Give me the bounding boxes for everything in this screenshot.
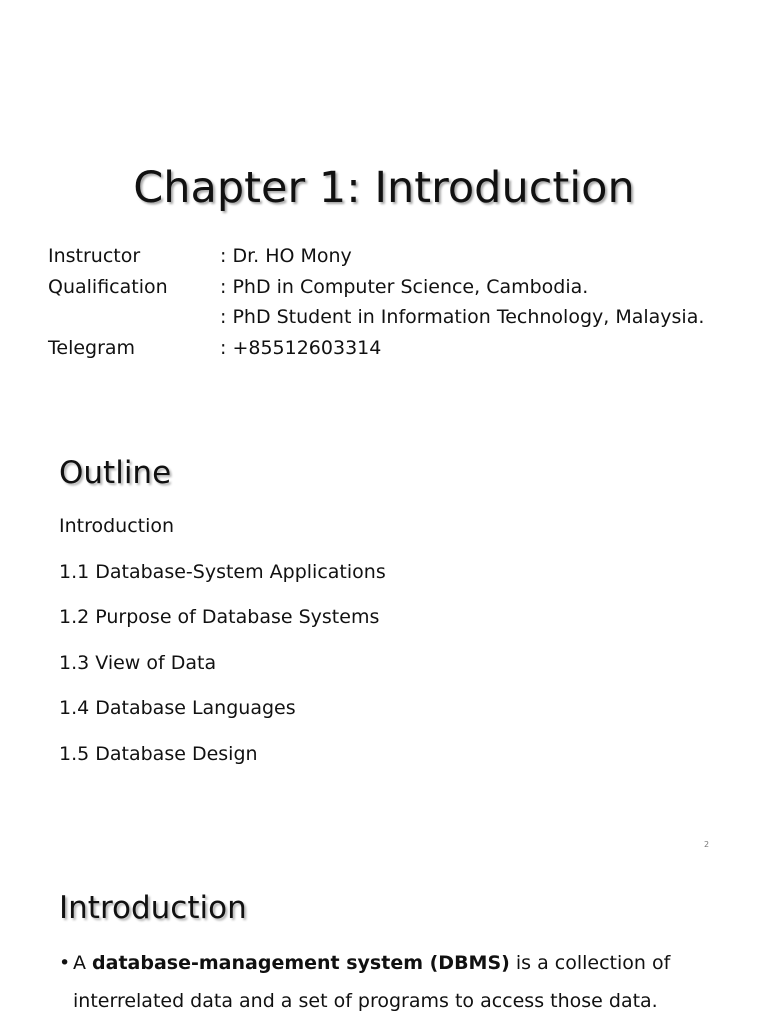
bullet-icon: •: [59, 952, 71, 974]
info-value: : PhD Student in Information Technology, Malaysia.: [220, 306, 705, 328]
info-label: [48, 302, 220, 333]
outline-item: 1.5 Database Design: [59, 742, 258, 765]
bullet-item: [59, 944, 699, 982]
info-value: : Dr. HO Mony: [220, 245, 352, 267]
outline-item: Introduction: [59, 515, 175, 537]
outline-item: 1.4 Database Languages: [59, 697, 296, 720]
info-label: Qualification: [48, 275, 168, 298]
outline-item: 1.2 Purpose of Database Systems: [59, 606, 380, 629]
introduction-paragraph: [59, 944, 699, 1020]
info-label: Telegram: [48, 336, 136, 359]
text-prefix: A: [73, 952, 93, 974]
info-value: : +85512603314: [220, 336, 382, 359]
page-number: 2: [704, 840, 710, 849]
info-value: : PhD in Computer Science, Cambodia.: [220, 275, 589, 298]
outline-heading: Outline: [59, 455, 172, 491]
info-row-qualification-2: [48, 302, 704, 333]
info-row-qualification: [48, 272, 704, 303]
introduction-heading: Introduction: [59, 890, 247, 926]
bullet-continuation: interrelated data and a set of programs to access those data.: [73, 990, 658, 1012]
instructor-info: [48, 241, 704, 363]
outline-list: [59, 512, 386, 786]
outline-item: 1.1 Database-System Applications: [59, 560, 386, 583]
dbms-term: database-management system (DBMS): [92, 952, 510, 974]
info-row-telegram: [48, 333, 704, 364]
text-suffix: is a collection of: [509, 952, 671, 974]
slide-title: Chapter 1: Introduction: [133, 163, 635, 213]
info-row-instructor: [48, 241, 704, 272]
outline-item: 1.3 View of Data: [59, 651, 217, 674]
info-label: Instructor: [48, 245, 141, 267]
